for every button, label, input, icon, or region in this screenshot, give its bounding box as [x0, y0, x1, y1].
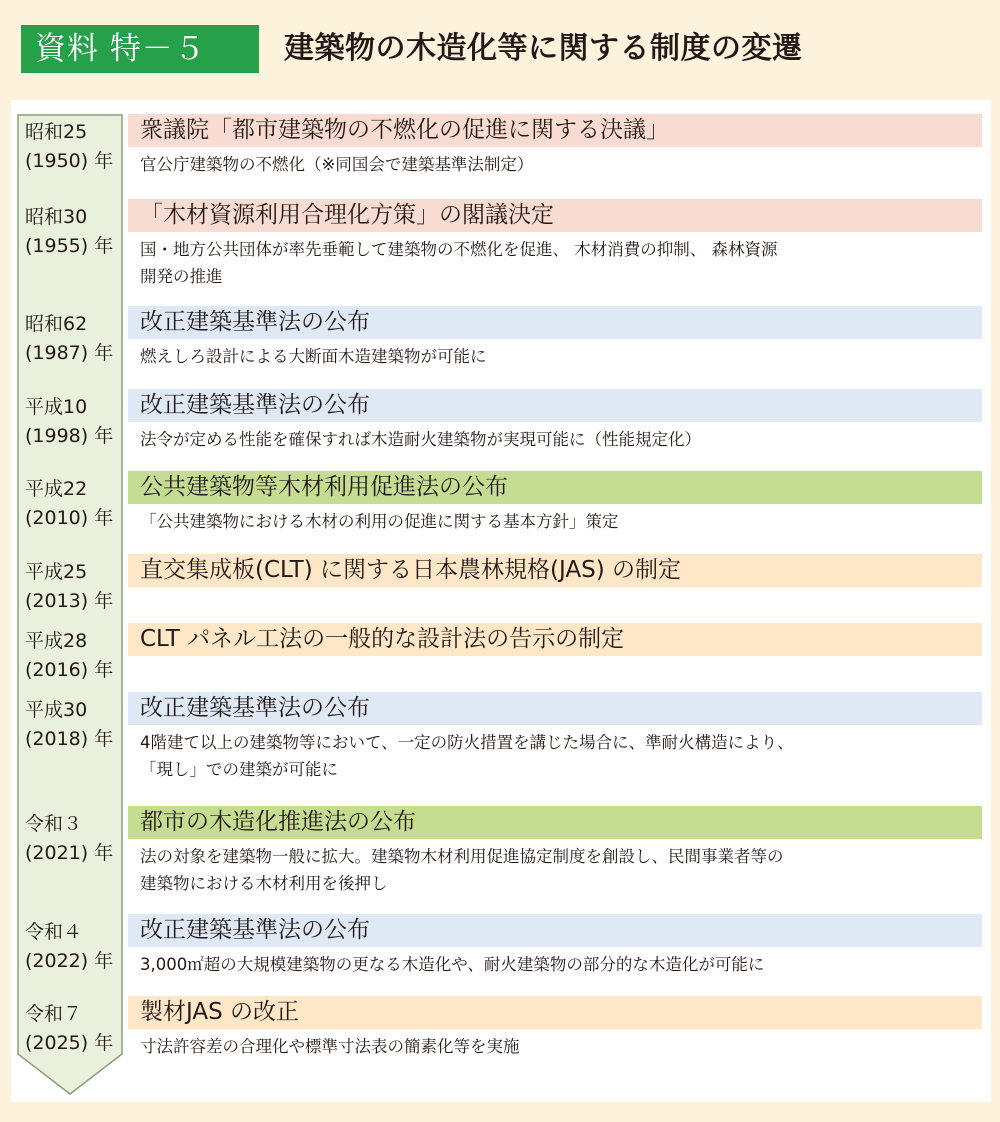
entry-heading: 改正建築基準法の公布 — [128, 692, 982, 725]
description-line: 開発の推進 — [140, 267, 223, 286]
description-line: 「現し」での建築が可能に — [140, 760, 338, 779]
page-title: 建築物の木造化等に関する制度の変遷 — [284, 31, 803, 66]
era-label: 平成30 — [25, 699, 88, 721]
year-label: (2013) 年 — [25, 590, 114, 612]
era-label: 昭和30 — [25, 206, 88, 228]
entry-date — [25, 118, 129, 176]
year-label: (1950) 年 — [25, 150, 114, 172]
era-label: 令和４ — [25, 921, 83, 943]
entry-date — [25, 810, 129, 868]
description-line: 国・地方公共団体が率先垂範して建築物の不燃化を促進、 木材消費の抑制、 森林資源 — [140, 240, 778, 259]
entry-description — [140, 508, 985, 535]
year-label: (2010) 年 — [25, 507, 114, 529]
entry-heading: 「木材資源利用合理化方策」の閣議決定 — [128, 199, 982, 232]
description-line: 燃えしろ設計による大断面木造建築物が可能に — [140, 347, 487, 366]
era-label: 平成10 — [25, 396, 88, 418]
description-line: 法の対象を建築物一般に拡大。建築物木材利用促進協定制度を創設し、民間事業者等の — [140, 847, 784, 866]
year-label: (2021) 年 — [25, 842, 114, 864]
era-label: 昭和62 — [25, 313, 88, 335]
entry-date — [25, 558, 129, 616]
entry-description — [140, 729, 985, 783]
entry-heading: 直交集成板(CLT) に関する日本農林規格(JAS) の制定 — [128, 554, 982, 587]
description-line: 3,000㎡超の大規模建築物の更なる木造化や、耐火建築物の部分的な木造化が可能に — [140, 955, 765, 974]
timeline-panel — [11, 100, 991, 1102]
year-label: (1998) 年 — [25, 425, 114, 447]
entry-heading: 都市の木造化推進法の公布 — [128, 806, 982, 839]
description-line: 官公庁建築物の不燃化（※同国会で建築基準法制定） — [140, 155, 534, 174]
entry-heading: 公共建築物等木材利用促進法の公布 — [128, 471, 982, 504]
entry-heading: 改正建築基準法の公布 — [128, 306, 982, 339]
entry-date — [25, 310, 129, 368]
entry-description — [140, 426, 985, 453]
material-badge: 資料 特－５ — [21, 25, 259, 73]
entry-date — [25, 627, 129, 685]
entry-description — [140, 343, 985, 370]
description-line: 寸法許容差の合理化や標準寸法表の簡素化等を実施 — [140, 1037, 520, 1056]
entry-description — [140, 236, 985, 290]
entry-heading: 衆議院「都市建築物の不燃化の促進に関する決議」 — [128, 114, 982, 147]
year-label: (2025) 年 — [25, 1032, 114, 1054]
description-line: 法令が定める性能を確保すれば木造耐火建築物が実現可能に（性能規定化） — [140, 430, 701, 449]
entry-date — [25, 203, 129, 261]
entry-date — [25, 1000, 129, 1058]
entry-date — [25, 393, 129, 451]
entry-description — [140, 843, 985, 897]
description-line: 建築物における木材利用を後押し — [140, 874, 388, 893]
entry-heading: 製材JAS の改正 — [128, 996, 982, 1029]
era-label: 令和３ — [25, 813, 83, 835]
entry-date — [25, 918, 129, 976]
entry-date — [25, 475, 129, 533]
year-label: (1955) 年 — [25, 235, 114, 257]
entry-heading: 改正建築基準法の公布 — [128, 389, 982, 422]
era-label: 平成25 — [25, 561, 88, 583]
era-label: 平成28 — [25, 630, 88, 652]
era-label: 令和７ — [25, 1003, 83, 1025]
year-label: (2018) 年 — [25, 728, 114, 750]
era-label: 昭和25 — [25, 121, 88, 143]
year-label: (1987) 年 — [25, 342, 114, 364]
year-label: (2016) 年 — [25, 659, 114, 681]
entry-description — [140, 951, 985, 978]
entry-heading: CLT パネル工法の一般的な設計法の告示の制定 — [128, 623, 982, 656]
header — [0, 0, 1000, 95]
entry-description — [140, 151, 985, 178]
year-label: (2022) 年 — [25, 950, 114, 972]
entry-date — [25, 696, 129, 754]
entry-heading: 改正建築基準法の公布 — [128, 914, 982, 947]
description-line: 「公共建築物における木材の利用の促進に関する基本方針」策定 — [140, 512, 619, 531]
era-label: 平成22 — [25, 478, 88, 500]
entry-description — [140, 1033, 985, 1060]
description-line: 4階建て以上の建築物等において、一定の防火措置を講じた場合に、準耐火構造により、 — [140, 733, 794, 752]
